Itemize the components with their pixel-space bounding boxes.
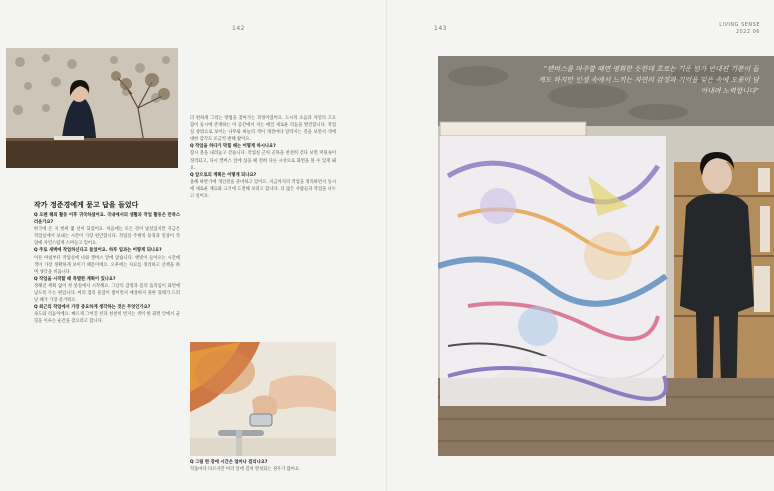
article-column-3: [190, 459, 336, 481]
pull-quote: “캔버스를 마주할 때면 평화한 듯한데 흐르는 기운 뭔가 반대편 기분이 들게도 하지만 인생 속에서 느끼는 자연의 감정과 기억을 잊은 속에 오롯이 담아내려 노력합니다”: [538, 65, 759, 95]
right-page: [387, 0, 774, 491]
issue-date: 2022 06: [735, 29, 760, 35]
interview-question: Q 앞으로의 계획은 어떻게 되나요?: [190, 172, 257, 178]
interview-answer: 잠시 붓을 내려놓고 걷습니다. 작업실 근처 골목을 천천히 걷다 보면 머릿속이 정리되고, 다시 캔버스 앞에 섰을 때 전혀 다른 시선으로 화면을 볼 수 있게 돼요.: [190, 151, 336, 171]
interview-question: Q 주로 새벽에 작업하신다고 들었어요. 하루 일과는 어떻게 되나요?: [34, 248, 162, 254]
page-number-right: 143: [434, 25, 447, 32]
page-number-left: 142: [232, 25, 245, 32]
interview-answer: 속도와 리듬이에요. 빠르게 그어진 선과 천천히 번지는 색이 한 화면 안에서 균형을 이루는 순간을 찾으려고 합니다.: [34, 312, 180, 325]
magazine-running-header: [719, 22, 760, 36]
artist-studio-photo: [438, 56, 774, 456]
painting-hands-photo: [190, 342, 336, 456]
painting-hands-illustration: [190, 342, 336, 456]
article-column-1: [34, 212, 180, 470]
article-headline: 작가 정준경에게 묻고 답을 들었다: [34, 201, 139, 209]
interview-answer: 이른 아침부터 작업실에 나와 캔버스 앞에 앉습니다. 햇빛이 들어오는 시간에 색이 가장 정확하게 보이기 때문이에요. 오후에는 자료를 정리하고 산책을 하며 생각을 비웁니다.: [34, 255, 180, 275]
interview-answer: 올해 하반기에 개인전을 준비하고 있어요. 지금까지의 작업을 정리하면서 동시에 새로운 재료와 크기에 도전해 보려고 합니다. 더 많은 사람들과 작업을 나누고 싶어요.: [190, 179, 336, 200]
interview-answer: 더 편하게 그리는 방법을 찾아가는 과정이었어요. 도시의 소음과 자연의 고요함이 동시에 존재하는 이 공간에서 저는 매일 새로운 리듬을 발견합니다. 작업실 창밖으로 보이는 나무와 하늘의 색이 계절마다 달라지는 것을 보면서 색에 대한 감각도 조금씩 변해 왔어요.: [190, 116, 336, 143]
interview-question: Q 작업을 하다가 막힐 때는 어떻게 하시나요?: [190, 144, 276, 150]
article-column-2: [190, 115, 336, 338]
artist-portrait-illustration: [6, 48, 178, 168]
interview-question: Q 그림 한 장에 시간은 얼마나 걸리나요?: [190, 460, 268, 465]
studio-illustration: [438, 56, 774, 456]
artist-portrait-photo: [6, 48, 178, 168]
magazine-name: LIVING SENSE: [719, 22, 760, 28]
interview-question: Q 오랜 해외 활동 이후 귀국하셨어요. 국내에서의 생활과 작업 활동은 만족스러운가요?: [34, 213, 180, 226]
interview-question: Q 최근의 작업에서 가장 중요하게 생각하는 것은 무엇인가요?: [34, 305, 151, 311]
interview-answer: 작품마다 다르지만 여러 달에 걸쳐 완성되는 경우가 많아요.: [190, 467, 301, 473]
interview-question: Q 작업을 시작할 때 특별한 계획이 있나요?: [34, 276, 116, 282]
interview-answer: 한국에 온 지 벌써 몇 년이 되었어요. 처음에는 모든 것이 낯설었지만 지금은 작업실에서 보내는 시간이 가장 편안합니다. 작업실 주변의 풍경과 일상이 작업에 자연스럽게 스며들고 있어요.: [34, 227, 180, 247]
interview-answer: 정해진 계획 없이 첫 붓질에서 시작해요. 그날의 감정과 몸의 움직임이 화면에 남도록 두는 편입니다. 여러 겹의 물감이 쌓이면서 예상하지 못한 형태가 드러날 때가 가장 즐거워요.: [34, 283, 180, 304]
